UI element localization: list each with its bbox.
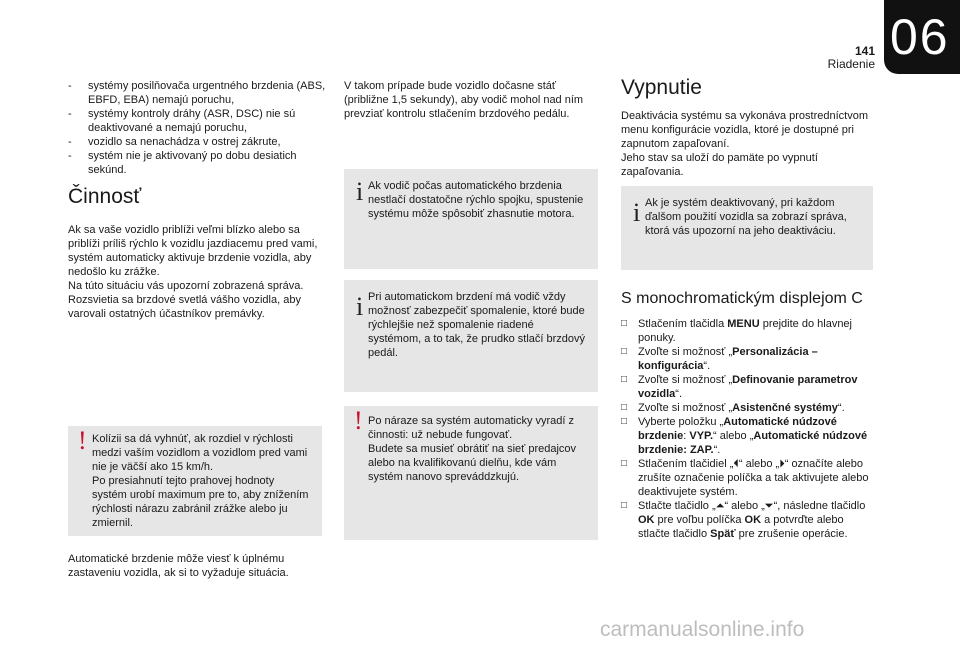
bullet-marker: -	[68, 136, 72, 148]
step-text: prejdite do hlavnej ponuky.	[638, 318, 852, 344]
step-item	[621, 401, 877, 415]
info-icon: i	[356, 292, 364, 321]
bullet-marker: -	[68, 80, 72, 92]
bullet-item	[68, 79, 326, 107]
step-text: Zvoľte si možnosť „	[638, 374, 733, 386]
step-marker-icon: □	[621, 402, 628, 413]
warning-icon: !	[354, 406, 363, 435]
info-icon: i	[633, 198, 641, 227]
step-bold-text: VYP.	[689, 430, 714, 442]
step-item	[621, 317, 877, 345]
info-box-deactivated	[621, 186, 873, 270]
warning-icon: !	[78, 426, 87, 455]
bullet-marker: -	[68, 108, 72, 120]
step-bold-text: OK	[638, 514, 655, 526]
step-marker-icon: □	[621, 374, 628, 385]
step-text: Zvoľte si možnosť „	[638, 346, 733, 358]
step-bold-text: Personalizácia – konfigurácia	[638, 346, 818, 372]
subheading-monochrome: S monochromatickým displejom C	[621, 290, 863, 307]
col3-paragraph: Deaktivácia systému sa vykonáva prostredníctvom menu konfigurácie vozidla, ktoré je dostupné pri zapnutom zapaľovaní. Jeho stav sa uloží do pamäte po vypnutí zapaľovania.	[621, 110, 868, 178]
heading-vypnutie: Vypnutie	[621, 76, 702, 99]
bullet-item	[68, 107, 326, 135]
step-text: Stlačením tlačidiel „⏴“ alebo „⏵“ označíte alebo zrušíte označenie políčka a tak aktivujete alebo deaktivujete systém.	[638, 458, 869, 498]
step-bold-text: OK	[744, 514, 762, 526]
col1-bottom-text: Automatické brzdenie môže viesť k úplnému zastaveniu vozidla, ak si to vyžaduje situácia.	[68, 553, 289, 579]
watermark: carmanualsonline.info	[600, 618, 805, 641]
warning-text: Po náraze sa systém automaticky vyradí z činnosti: už nebude fungovať. Budete sa musieť obrátiť na sieť predajcov alebo na kvalifikovanú dielňu, kde vám systém nanovo spreváddzkujú.	[368, 415, 577, 483]
warning-text: Kolízii sa dá vyhnúť, ak rozdiel v rýchlosti medzi vaším vozidlom a vozidlom pred vami nie je väčší ako 15 km/h. Po presiahnutí tejto prahovej hodnoty systém urobí maximum pre to, aby znížením rýchlosti nárazu zabránil zrážke alebo ju zmiernil.	[92, 433, 309, 529]
col2-paragraph: V takom prípade bude vozidlo dočasne stáť (približne 1,5 sekundy), aby vodič mohol nad ním prevziať kontrolu stlačením brzdového pedálu.	[344, 80, 584, 120]
step-text: “ alebo „	[713, 430, 754, 442]
step-bold-text: Späť	[710, 528, 736, 540]
heading-cinnost: Činnosť	[68, 185, 142, 208]
step-item	[621, 499, 877, 541]
step-marker-icon: □	[621, 346, 628, 357]
chapter-tab	[884, 0, 960, 74]
col3-steps	[621, 317, 877, 541]
section-title: Riadenie	[827, 57, 875, 71]
col1-bullets	[68, 79, 326, 177]
step-bold-text: Automatické núdzové brzdenie	[638, 416, 837, 442]
info-box-deceleration	[344, 280, 598, 392]
step-item	[621, 373, 877, 401]
step-text: a potvrďte alebo stlačte tlačidlo	[638, 514, 844, 540]
step-text: :	[683, 430, 690, 442]
info-icon: i	[356, 177, 364, 206]
bullet-item	[68, 149, 326, 177]
step-text: Stlačením tlačidla	[638, 318, 728, 330]
bullet-item	[68, 135, 326, 149]
bullet-text: systémy kontroly dráhy (ASR, DSC) nie sú deaktivované a nemajú poruchu,	[88, 108, 296, 134]
step-marker-icon: □	[621, 458, 628, 469]
step-item	[621, 457, 877, 499]
step-marker-icon: □	[621, 318, 628, 329]
step-text: “.	[675, 388, 683, 400]
info-text: Ak vodič počas automatického brzdenia nestlačí dostatočne rýchlo spojku, spustenie systému môže spôsobiť zhasnutie motora.	[368, 180, 584, 220]
step-bold-text: MENU	[727, 318, 760, 330]
info-box-clutch	[344, 169, 598, 269]
warning-box-impact	[344, 406, 598, 540]
step-marker-icon: □	[621, 500, 628, 511]
step-item	[621, 345, 877, 373]
info-text: Pri automatickom brzdení má vodič vždy možnosť zabezpečiť spomalenie, ktoré bude rýchlejšie než spomalenie riadené systémom, a to tak, že prudko stlačí brzdový pedál.	[368, 291, 586, 359]
step-text: “.	[837, 402, 845, 414]
step-text: “.	[703, 360, 711, 372]
warning-box-collision	[68, 426, 322, 536]
step-item	[621, 415, 877, 457]
chapter-number: 06	[890, 9, 950, 65]
step-marker-icon: □	[621, 416, 628, 427]
step-text: pre voľbu políčka	[654, 514, 745, 526]
step-text: pre zrušenie operácie.	[735, 528, 848, 540]
bullet-text: systém nie je aktivovaný po dobu desiatich sekúnd.	[88, 150, 297, 176]
step-bold-text: Asistenčné systémy	[732, 402, 838, 414]
bullet-text: vozidlo sa nenachádza v ostrej zákrute,	[88, 136, 281, 148]
page-number: 141	[854, 44, 875, 58]
step-bold-text: Automatické núdzové brzdenie: ZAP.	[638, 430, 868, 456]
step-bold-text: Definovanie parametrov vozidla	[638, 374, 858, 400]
col1-paragraph: Ak sa vaše vozidlo priblíži veľmi blízko alebo sa priblíži príliš rýchlo k vozidlu jazdiacemu pred vami, systém automaticky aktivuje brzdenie vozidla, aby nedošlo ku zrážke. Na túto situáciu vás upozorní zobrazená správa. Rozsvietia sa brzdové svetlá vášho vozidla, aby varovali ostatných účastníkov premávky.	[68, 224, 318, 320]
step-text: Zvoľte si možnosť „	[638, 402, 733, 414]
step-text: Stlačte tlačidlo „⏶“ alebo „⏷“, následne tlačidlo	[638, 500, 866, 512]
bullet-marker: -	[68, 150, 72, 162]
step-text: “.	[713, 444, 721, 456]
info-text: Ak je systém deaktivovaný, pri každom ďalšom použití vozidla sa zobrazí správa, ktorá vás upozorní na jeho deaktiváciu.	[645, 197, 847, 237]
bullet-text: systémy posilňovača urgentného brzdenia (ABS, EBFD, EBA) nemajú poruchu,	[88, 80, 326, 106]
step-text: Vyberte položku „	[638, 416, 724, 428]
